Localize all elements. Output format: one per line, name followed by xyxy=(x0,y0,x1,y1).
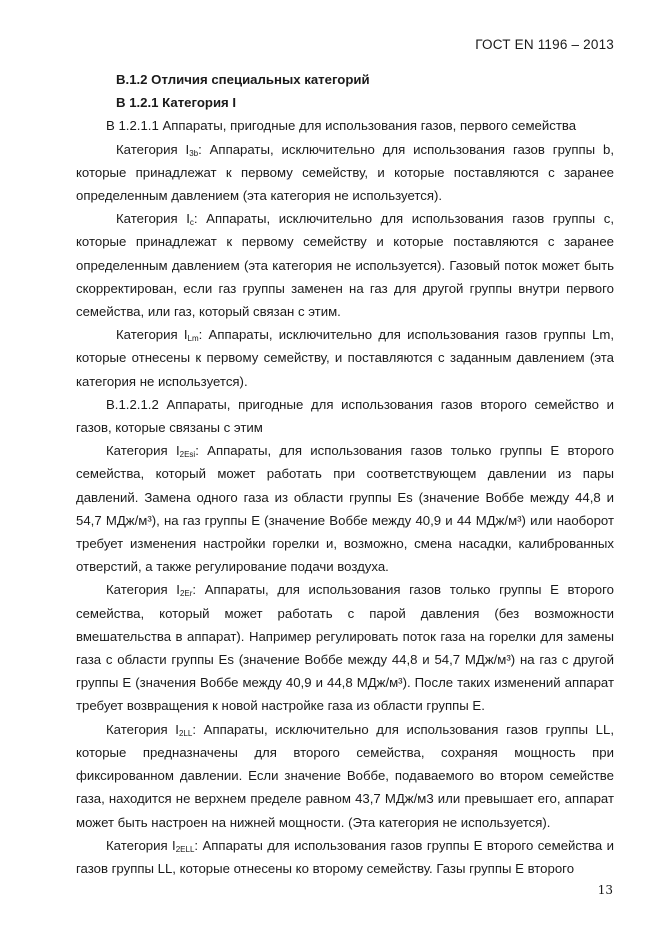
category-prefix: Категория I xyxy=(106,721,179,737)
category-subscript: 2ELL xyxy=(175,844,195,854)
category-subscript: 2LL xyxy=(178,728,193,738)
subsection-heading: В 1.2.1 Категория I xyxy=(116,95,237,111)
document-header: ГОСТ EN 1196 – 2013 xyxy=(475,37,614,52)
category-subscript: 2Er xyxy=(179,589,193,599)
category-text: : Аппараты, исключительно для использования газов группы LL, которые предназначены для второго семейства, сохраняя мощность при фиксированном давлении. Если значение Воббе, подаваемого во втором семействе газа, находится не верхнем пределе равном 43,7 МДж/м3 или превышает его, аппарат может быть настроен на нижней мощности. (Эта категория не используется). xyxy=(76,721,614,830)
category-subscript: Lm xyxy=(187,334,199,344)
category-prefix: Категория I xyxy=(116,141,190,157)
category-paragraph-ic xyxy=(76,207,614,323)
category-paragraph-i2er xyxy=(76,578,614,717)
category-prefix: Категория I xyxy=(106,443,180,459)
page-body xyxy=(76,68,614,880)
category-paragraph-i2ll xyxy=(76,718,614,834)
category-paragraph-i2esi xyxy=(76,439,614,578)
category-prefix: Категория I xyxy=(106,582,180,598)
category-paragraph-i3b xyxy=(76,138,614,208)
category-prefix: Категория I xyxy=(116,211,190,227)
category-text: : Аппараты для использования газов группы Е второго семейства и газов группы LL, которые отнесены ко второму семейству. Газы группы Е второго xyxy=(76,837,614,876)
page-number: 13 xyxy=(597,883,613,897)
category-paragraph-ilm xyxy=(76,323,614,393)
category-subscript: 2Esi xyxy=(179,450,196,460)
category-subscript: 3b xyxy=(189,148,199,158)
clause-paragraph: В 1.2.1.1 Аппараты, пригодные для использования газов, первого семейства xyxy=(106,118,577,134)
category-prefix: Категория I xyxy=(106,837,176,853)
category-text: : Аппараты, исключительно для использования газов группы b, которые принадлежат к первому семейству, и которые поставляются с заранее определенным давлением (эта категория не используется). xyxy=(76,141,614,204)
category-prefix: Категория I xyxy=(116,327,188,343)
category-text: : Аппараты, для использования газов только группы Е второго семейства, который может работать с парой давления (без возможности вмешательства в аппарат). Например регулировать поток газа на горелки для замены газа с области группы Es (значение Воббе между 44,8 и 54,7 МДж/м³) на газ с другой группы Е (значения Воббе между 40,9 и 44,8 МДж/м³). После таких изменений аппарат требует возвращения к новой настройке газа из области группы Е. xyxy=(76,582,614,714)
category-subscript: c xyxy=(189,218,194,228)
category-text: : Аппараты, для использования газов только группы Е второго семейства, который может работать при соответствующем давлении из пары давлений. Замена одного газа из области группы Es (значение Воббе между 44,8 и 54,7 МДж/м³), на газ группы Е (значение Воббе между 40,9 и 44 МДж/м³) или наоборот требует изменения настройки горелки и, возможно, смена насадки, калиброванных отверстий, а также регулирование подачи воздуха. xyxy=(76,443,614,575)
category-paragraph-i2ell xyxy=(76,834,614,880)
clause-paragraph: В.1.2.1.2 Аппараты, пригодные для использования газов второго семейство и газов, которые связаны с этим xyxy=(76,396,614,436)
section-heading: В.1.2 Отличия специальных категорий xyxy=(116,72,370,87)
category-text: : Аппараты, исключительно для использования газов группы с, которые принадлежат к первому семейству и которые поставляются с заранее определенным давлением (эта категория не используется). Газовый поток может быть скорректирован, если газ группы заменен на газ для другой группы внутри первого семейства, или газ, который связан с этим. xyxy=(76,211,614,320)
category-text: : Аппараты, исключительно для использования газов группы Lm, которые отнесены к первому семейству, и поставляются с заданным давлением (эта категория не используется). xyxy=(76,327,614,389)
